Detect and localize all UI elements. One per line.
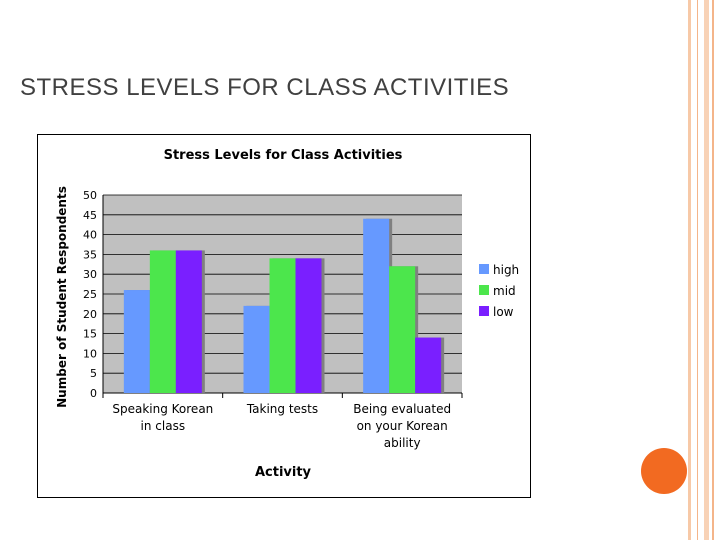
legend-label-mid: mid — [493, 284, 516, 298]
y-tick-label: 10 — [83, 347, 97, 361]
y-tick-label: 50 — [83, 189, 97, 202]
x-tick-label: Taking tests — [246, 402, 319, 416]
x-tick-label: on your Korean — [356, 419, 448, 433]
bar-mid — [389, 266, 415, 393]
x-tick-label: in class — [140, 419, 186, 433]
decor-circle — [641, 448, 687, 494]
bar-chart — [38, 135, 530, 497]
slide-title: STRESS LEVELS FOR CLASS ACTIVITIES — [20, 74, 510, 101]
y-tick-label: 0 — [90, 387, 97, 400]
x-tick-label: Being evaluated — [353, 402, 452, 416]
legend-swatch-low — [479, 306, 489, 316]
decor-stripe — [704, 0, 709, 540]
bar-high — [363, 219, 389, 393]
x-axis-label: Activity — [254, 465, 312, 480]
bar-mid — [150, 250, 176, 393]
bar-mid — [270, 258, 296, 393]
x-tick-label: Speaking Korean — [112, 402, 214, 416]
y-tick-label: 45 — [83, 208, 97, 222]
bar-low — [415, 338, 441, 393]
bar-low — [176, 250, 202, 393]
bar-high — [244, 306, 270, 393]
y-tick-label: 20 — [83, 307, 97, 321]
bar-low — [296, 258, 322, 393]
decor-stripe — [688, 0, 691, 540]
y-axis-label: Number of Student Respondents — [55, 186, 69, 408]
y-tick-label: 25 — [83, 288, 97, 301]
chart-frame — [37, 134, 531, 498]
legend-label-low: low — [493, 305, 514, 319]
legend-label-high: high — [493, 263, 520, 277]
y-tick-label: 35 — [83, 248, 97, 262]
x-tick-label: ability — [383, 436, 421, 450]
legend-swatch-mid — [479, 285, 489, 295]
legend-swatch-high — [479, 264, 489, 274]
decor-stripe — [697, 0, 698, 540]
y-tick-label: 15 — [83, 327, 97, 341]
bar-high — [124, 290, 150, 393]
y-tick-label: 5 — [90, 367, 97, 381]
decor-stripe — [712, 0, 714, 540]
y-tick-label: 30 — [83, 268, 97, 282]
chart-title: Stress Levels for Class Activities — [163, 148, 403, 163]
y-tick-label: 40 — [83, 228, 97, 242]
